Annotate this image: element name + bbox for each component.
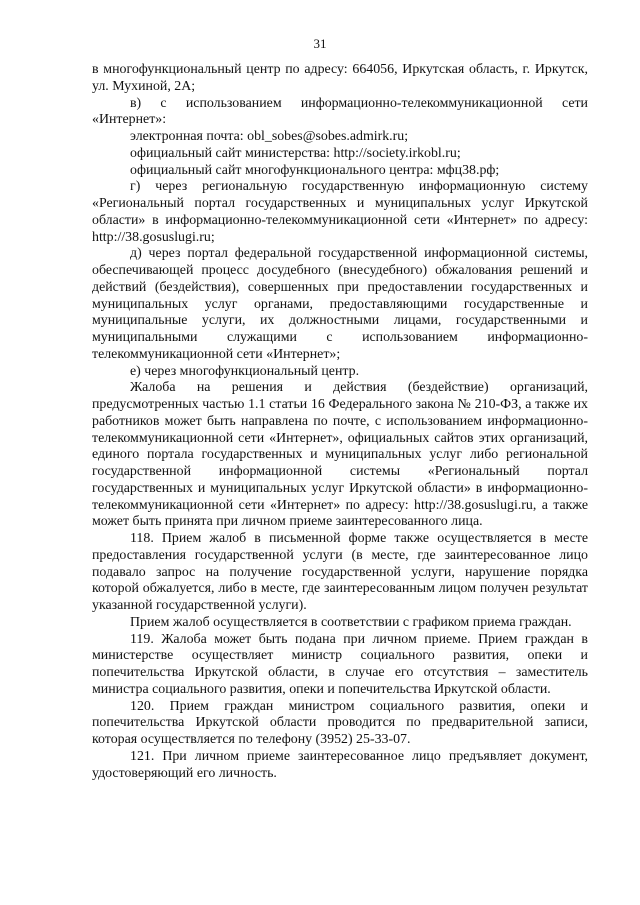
paragraph-118: 118. Прием жалоб в письменной форме также осуществляется в месте предоставления государственной услуги (в месте, где заинтересованное лицо подавало запрос на получение государственной услуги, нарушение порядка которой обжалуется, либо в месте, где заинтересованным лицом получен результат указанной государственной услуги). [92,531,588,613]
paragraph-120: 120. Прием граждан министром социального развития, опеки и попечительства Иркутской области проводится по предварительной записи, которая осуществляется по телефону (3952) 25-33-07. [92,698,588,747]
paragraph-federal-portal: д) через портал федеральной государственной информационной системы, обеспечивающей процесс досудебного (внесудебного) обжалования решений и действий (бездействия), совершенных при предоставлении государственных и муниципальных услуг органами, предоставляющими государственные и муниципальные услуги, их должностными лицами, государственными и муниципальными служащими с использованием информационно-телекоммуникационной сети «Интернет»; [92,246,588,362]
paragraph-121: 121. При личном приеме заинтересованное лицо предъявляет документ, удостоверяющий его личность. [92,748,588,781]
paragraph-mfc-address: в многофункциональный центр по адресу: 664056, Иркутская область, г. Иркутск, ул. Мухиной, 2А; [92,62,588,94]
paragraph-regional-portal: г) через региональную государственную информационную систему «Региональный портал государственных и муниципальных услуг Иркутской области» в информационно-телекоммуникационной сети «Интернет» по адресу: http://38.gosuslugi.ru; [92,179,588,245]
paragraph-organization-complaints: Жалоба на решения и действия (бездействие) организаций, предусмотренных частью 1.1 статьи 16 Федерального закона № 210-ФЗ, а также их работников может быть направлена по почте, с использованием информационно-телекоммуникационной сети «Интернет», официальных сайтов этих организаций, единого портала государственных и муниципальных услуг либо региональной государственной информационной системы «Региональный портал государственных и муниципальных услуг Иркутской области» в информационно-телекоммуникационной сети «Интернет» по адресу: http://38.gosuslugi.ru, а также может быть принята при личном приеме заинтересованного лица. [92,380,588,530]
paragraph-119: 119. Жалоба может быть подана при личном приеме. Прием граждан в министерстве осуществляет министр социального развития, опеки и попечительства Иркутской области, в случае его отсутствия – заместитель министра социального развития, опеки и попечительства Иркутской области. [92,631,588,697]
paragraph-reception-schedule: Прием жалоб осуществляется в соответствии с графиком приема граждан. [130,614,572,630]
paragraph-internet-channel: в) с использованием информационно-телекоммуникационной сети «Интернет»: [92,95,588,128]
paragraph-ministry-site: официальный сайт министерства: http://society.irkobl.ru; [130,145,461,161]
paragraph-mfc-channel: е) через многофункциональный центр. [130,363,360,379]
document-body [92,62,588,782]
paragraph-mfc-site: официальный сайт многофункционального центра: мфц38.рф; [130,162,500,178]
page-number: 31 [313,36,327,51]
paragraph-email: электронная почта: obl_sobes@sobes.admirk.ru; [130,129,409,144]
